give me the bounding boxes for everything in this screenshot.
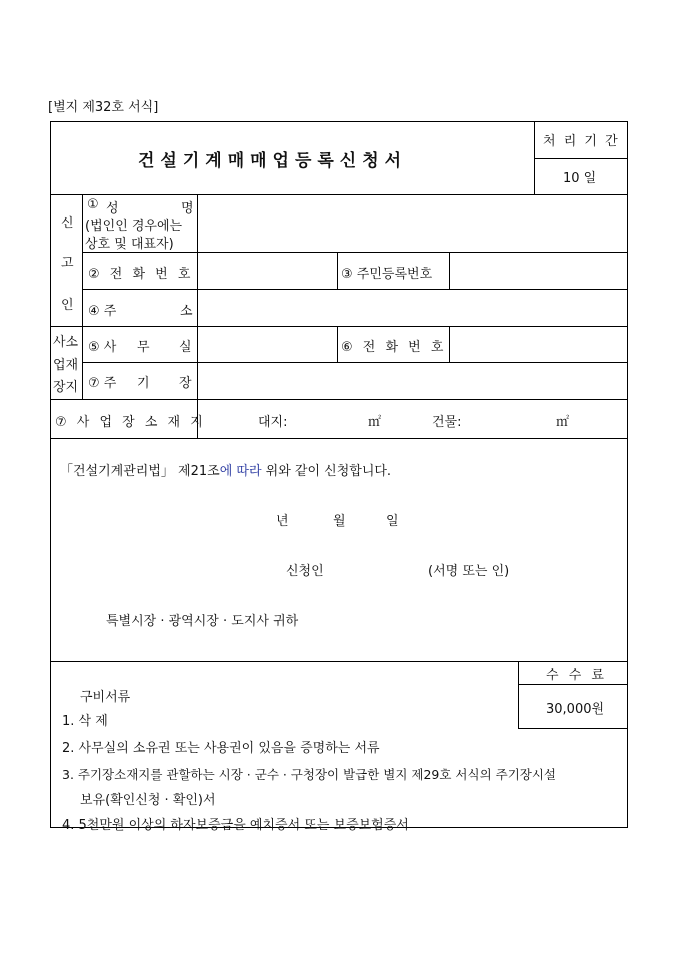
phone-label: ② 전 화 번 호	[88, 267, 194, 282]
form-title: 건설기계매매업등록신청서	[138, 151, 408, 171]
name-sub-1: (법인인 경우에는	[85, 219, 183, 234]
document-item: 3. 주기장소재지를 관할하는 시장 · 군수 · 구청장이 발급한 별지 제29호 서식의 주기장시설	[62, 767, 557, 782]
divider	[82, 194, 83, 399]
building-unit: ㎡	[556, 415, 570, 430]
divider	[518, 684, 628, 685]
date-month-label: 월	[333, 514, 346, 529]
fee-label: 수 수 료	[546, 668, 607, 683]
divider	[534, 158, 628, 159]
declaration-rest: 위와 같이 신청합니다.	[261, 464, 392, 479]
document-item-continued: 보유(확인신청 · 확인)서	[80, 793, 216, 808]
declaration-according: 에 따라	[219, 464, 262, 479]
applicant-label: 신청인	[286, 564, 324, 579]
parking-label-c: 장	[179, 376, 192, 391]
declaration-text	[60, 460, 391, 479]
business-side-2: 업재	[53, 358, 79, 373]
divider	[449, 252, 450, 289]
signature-note: (서명 또는 인)	[428, 564, 510, 579]
applicant-char-1: 신	[61, 216, 74, 231]
divider	[449, 326, 450, 362]
divider	[337, 252, 338, 289]
applicant-char-3: 인	[61, 298, 74, 313]
divider	[50, 399, 628, 400]
resident-number-label: ③ 주민등록번호	[341, 267, 433, 282]
document-item: 1. 삭 제	[62, 714, 108, 729]
parking-input[interactable]	[199, 364, 626, 397]
business-location-label: ⑦ 사 업 장 소 재 지	[55, 415, 206, 430]
divider	[197, 194, 198, 438]
divider	[50, 661, 628, 662]
name-label-b: 명	[181, 201, 194, 216]
office-label-c: 실	[179, 340, 192, 355]
applicant-char-2: 고	[61, 256, 74, 271]
business-side-1: 사소	[53, 335, 79, 350]
business-side-3: 장지	[53, 380, 79, 395]
building-label: 건물:	[432, 415, 462, 430]
divider	[50, 194, 628, 195]
recipient-label: 특별시장 · 광역시장 · 도지사 귀하	[106, 614, 299, 629]
address-label-a: ④ 주	[88, 304, 117, 319]
form-number: [별지 제32호 서식]	[48, 100, 159, 115]
land-label: 대지:	[258, 415, 288, 430]
divider	[518, 728, 628, 729]
divider	[534, 121, 535, 194]
documents-title: 구비서류	[80, 690, 131, 705]
divider	[50, 438, 628, 439]
address-label-b: 소	[180, 304, 193, 319]
name-input[interactable]	[199, 196, 626, 250]
name-circle-number: ①	[87, 197, 99, 212]
land-unit: ㎡	[368, 415, 382, 430]
divider	[82, 252, 628, 253]
processing-period-label: 처 리 기 간	[543, 134, 620, 149]
declaration-law: 「건설기계관리법」 제21조	[60, 464, 220, 479]
fee-value: 30,000원	[546, 702, 605, 717]
address-input[interactable]	[199, 291, 626, 324]
divider	[50, 326, 628, 327]
processing-period-value: 10 일	[563, 171, 597, 186]
building-area-input[interactable]	[468, 403, 548, 433]
office-label-b: 무	[137, 340, 150, 355]
date-day-label: 일	[386, 514, 399, 529]
date-year-label: 년	[276, 514, 289, 529]
applicant-signature-input[interactable]	[330, 555, 422, 579]
office-input[interactable]	[199, 328, 335, 360]
resident-number-input[interactable]	[451, 254, 626, 287]
name-label-a: 성	[106, 201, 119, 216]
phone-input[interactable]	[199, 254, 335, 287]
divider	[82, 362, 628, 363]
land-area-input[interactable]	[292, 403, 362, 433]
parking-label-b: 기	[137, 376, 150, 391]
name-sub-2: 상호 및 대표자)	[85, 237, 174, 252]
document-item: 4. 5천만원 이상의 하자보증금을 예치증서 또는 보증보험증서	[62, 818, 409, 833]
document-item: 2. 사무실의 소유권 또는 사용권이 있음을 증명하는 서류	[62, 741, 380, 756]
divider	[518, 661, 519, 728]
office-phone-label: ⑥ 전 화 번 호	[341, 340, 447, 355]
parking-label-a: ⑦ 주	[88, 376, 117, 391]
divider	[82, 289, 628, 290]
divider	[337, 326, 338, 362]
office-label-a: ⑤ 사	[88, 340, 117, 355]
office-phone-input[interactable]	[451, 328, 626, 360]
